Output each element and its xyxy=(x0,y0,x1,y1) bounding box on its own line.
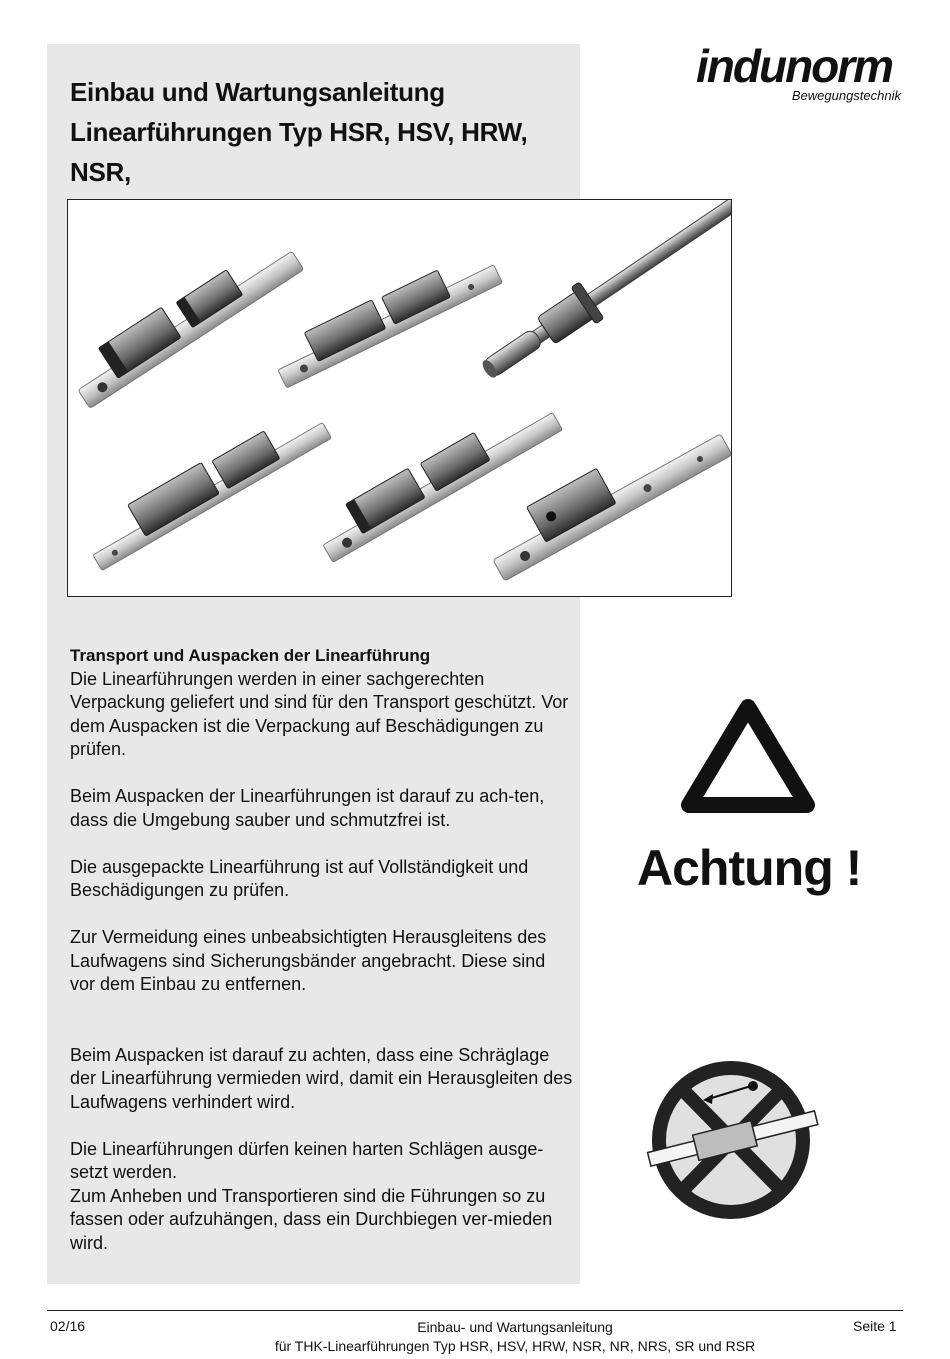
indunorm-logo xyxy=(690,40,905,105)
footer-document-info xyxy=(230,1318,800,1356)
footer-divider xyxy=(47,1310,903,1311)
paragraph-5: Beim Auspacken ist darauf zu achten, dass eine Schräglage der Linearführung vermieden wird, damit ein Herausgleiten des Laufwagens verhindert wird. xyxy=(70,1044,573,1112)
paragraph-3: Die ausgepackte Linearführung ist auf Vollständigkeit und Beschädigungen zu prüfen. xyxy=(70,856,529,900)
paragraph-1: Die Linearführungen werden in einer sachgerechten Verpackung geliefert und sind für den Transport geschützt. Vor dem Auspacken ist die Verpackung auf Beschädigungen zu prüfen. xyxy=(70,668,569,759)
linear-guides-photo xyxy=(67,199,732,597)
logo-subtitle: Bewegungstechnik xyxy=(791,88,901,103)
linear-guides-illustration xyxy=(68,200,731,596)
footer-date: 02/16 xyxy=(50,1318,86,1334)
title-line-1: Einbau und Wartungsanleitung xyxy=(70,77,445,107)
footer-line-1: Einbau- und Wartungsanleitung xyxy=(417,1319,613,1335)
transport-section xyxy=(70,644,575,1255)
footer-page-number: Seite 1 xyxy=(853,1318,897,1334)
title-line-2: Linearführungen Typ HSR, HSV, HRW, NSR, xyxy=(70,117,528,187)
paragraph-7: Zum Anheben und Transportieren sind die Führungen so zu fassen oder aufzuhängen, dass ein Durchbiegen ver-mieden wird. xyxy=(70,1185,553,1253)
paragraph-6: Die Linearführungen dürfen keinen harten Schlägen ausge-setzt werden. xyxy=(70,1138,544,1182)
paragraph-2: Beim Auspacken der Linearführungen ist darauf zu ach-ten, dass die Umgebung sauber und schmutzfrei ist. xyxy=(70,786,545,830)
logo-wordmark: indunorm xyxy=(696,40,893,92)
warning-triangle-icon xyxy=(675,693,821,821)
no-tilting-prohibition-icon xyxy=(643,1060,823,1228)
section-heading: Transport und Auspacken der Linearführung xyxy=(70,646,431,665)
footer-line-2: für THK-Linearführungen Typ HSR, HSV, HRW, NSR, NR, NRS, SR und RSR xyxy=(274,1338,756,1354)
warning-label: Achtung ! xyxy=(637,840,862,896)
paragraph-4: Zur Vermeidung eines unbeabsichtigten Herausgleitens des Laufwagens sind Sicherungsbänder angebracht. Diese sind vor dem Einbau zu entfernen. xyxy=(70,927,547,994)
